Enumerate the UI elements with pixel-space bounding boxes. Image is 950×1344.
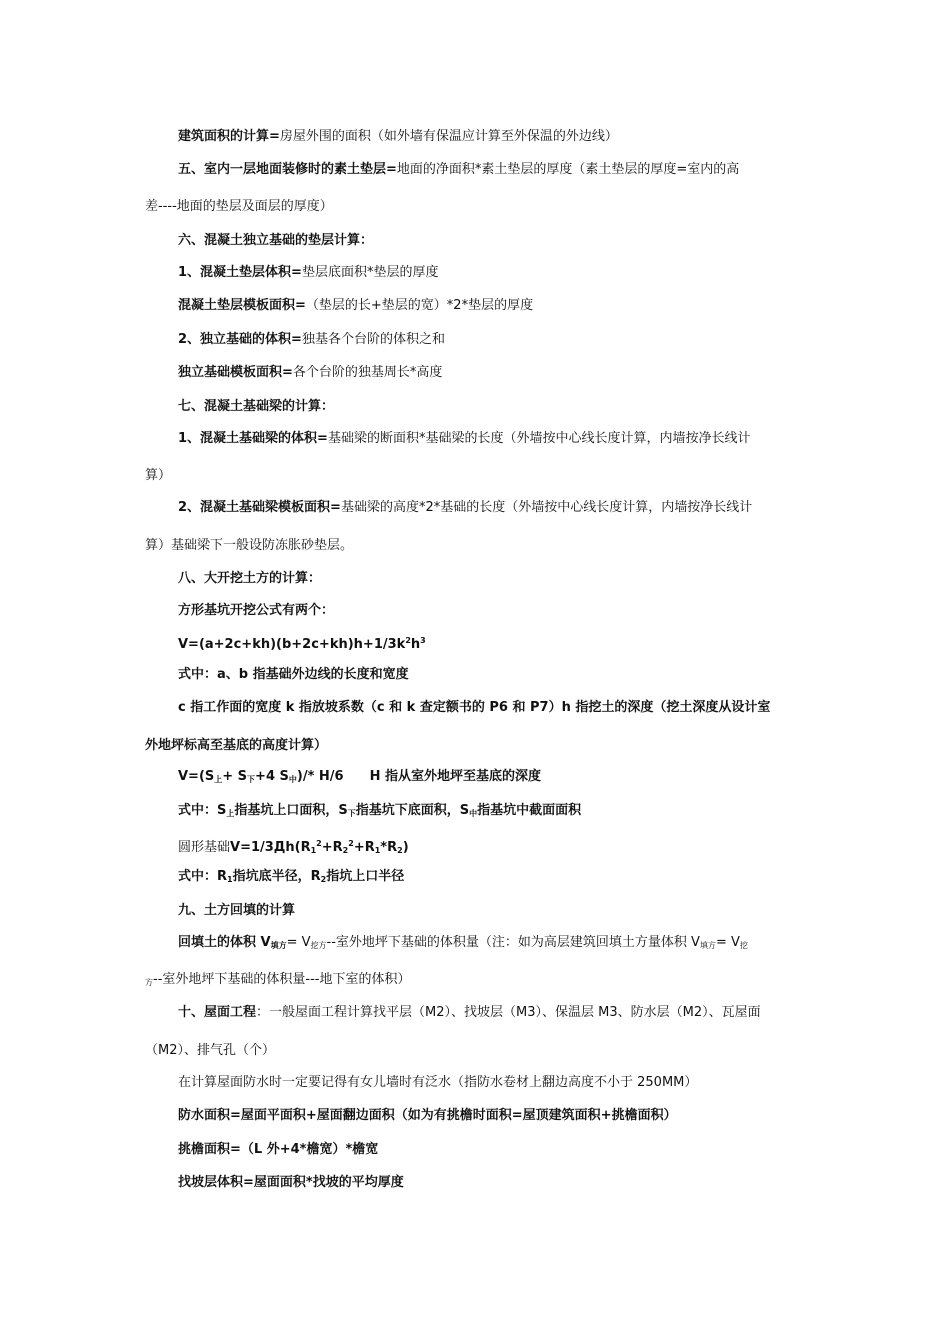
cushion-volume-formula: 1、混凝土垫层体积=垫层底面积*垫层的厚度	[178, 265, 439, 280]
beam-volume-continuation: 算）	[145, 468, 172, 483]
frustum-formula: $V=(S_上+ S_下+4$ $S_中)/*$ H/6 H 指从室外地坪至基底的深度	[178, 769, 541, 784]
slope-layer-volume-formula: 找坡层体积=屋面面积*找坡的平均厚度	[178, 1175, 404, 1190]
eaves-area-formula: 挑檐面积=（L 外+4*檐宽）*檐宽	[178, 1142, 379, 1157]
formula-legend-ckh-continuation: 外地坪标高至基底的高度计算）	[145, 738, 328, 753]
formula-legend-ab: 式中：a、b 指基础外边线的长度和宽度	[178, 667, 409, 682]
section-8-heading: 八、大开挖土方的计算：	[178, 571, 322, 586]
backfill-formula: 回填土的体积 $V_{填方}= V_{挖方}--$室外地坪下基础的体积量（注：如为高层建筑回填土方量体积 $V_{填方}= V_挖$	[178, 935, 748, 950]
beam-formwork-continuation: 算）基础梁下一般设防冻胀砂垫层。	[145, 538, 354, 553]
section-5-heading: 五、室内一层地面装修时的素土垫层=地面的净面积*素土垫层的厚度（素土垫层的厚度=室内的高	[178, 162, 740, 177]
cushion-formwork-formula: 混凝土垫层模板面积=（垫层的长+垫层的宽）*2*垫层的厚度	[178, 298, 534, 313]
section-7-heading: 七、混凝土基础梁的计算：	[178, 399, 335, 414]
square-pit-formula: $V=(a+2c+kh)(b+2c+kh)h+1/3k^2h^3$	[178, 636, 426, 652]
backfill-continuation: $_方$--室外地坪下基础的体积量---地下室的体积）	[145, 972, 411, 987]
beam-volume-formula: 1、混凝土基础梁的体积=基础梁的断面积*基础梁的长度（外墙按中心线长度计算，内墙按净长线计	[178, 431, 751, 446]
section-5-continuation: 差----地面的垫层及面层的厚度）	[145, 199, 333, 214]
foundation-formwork-formula: 独立基础模板面积=各个台阶的独基周长*高度	[178, 365, 443, 380]
waterproof-note: 在计算屋面防水时一定要记得有女儿墙时有泛水（指防水卷材上翻边高度不小于 250MM）	[178, 1075, 698, 1090]
line-building-area: 建筑面积的计算=房屋外围的面积（如外墙有保温应计算至外保温的外边线）	[178, 129, 618, 144]
frustum-legend: 式中：$S_上$指基坑上口面积，$S_下$指基坑下底面积，$S_中$指基坑中截面面积	[178, 803, 582, 818]
beam-formwork-formula: 2、混凝土基础梁模板面积=基础梁的高度*2*基础的长度（外墙按中心线长度计算，内墙按净长线计	[178, 500, 753, 515]
foundation-volume-formula: 2、独立基础的体积=独基各个台阶的体积之和	[178, 332, 445, 347]
round-pit-formula: 圆形基础$V=1/3Дh(R_1^2+R_2^2+R_1*R_2)$	[178, 839, 409, 855]
square-pit-intro: 方形基坑开挖公式有两个：	[178, 603, 335, 618]
section-6-heading: 六、混凝土独立基础的垫层计算：	[178, 233, 374, 248]
section-9-heading: 九、土方回填的计算	[178, 903, 296, 918]
round-pit-legend: 式中：$R_1$指坑底半径，$R_2$指坑上口半径	[178, 869, 405, 884]
waterproof-area-formula: 防水面积=屋面平面积+屋面翻边面积（如为有挑檐时面积=屋顶建筑面积+挑檐面积）	[178, 1108, 677, 1123]
formula-legend-ckh: c 指工作面的宽度 k 指放坡系数（c 和 k 查定额书的 P6 和 P7）h 指挖土的深度（挖土深度从设计室	[178, 700, 771, 715]
section-10-continuation: （M2）、排气孔（个）	[145, 1043, 275, 1058]
section-10-heading: 十、屋面工程：一般屋面工程计算找平层（M2）、找坡层（M3）、保温层 M3、防水层（M2）、瓦屋面	[178, 1005, 761, 1020]
